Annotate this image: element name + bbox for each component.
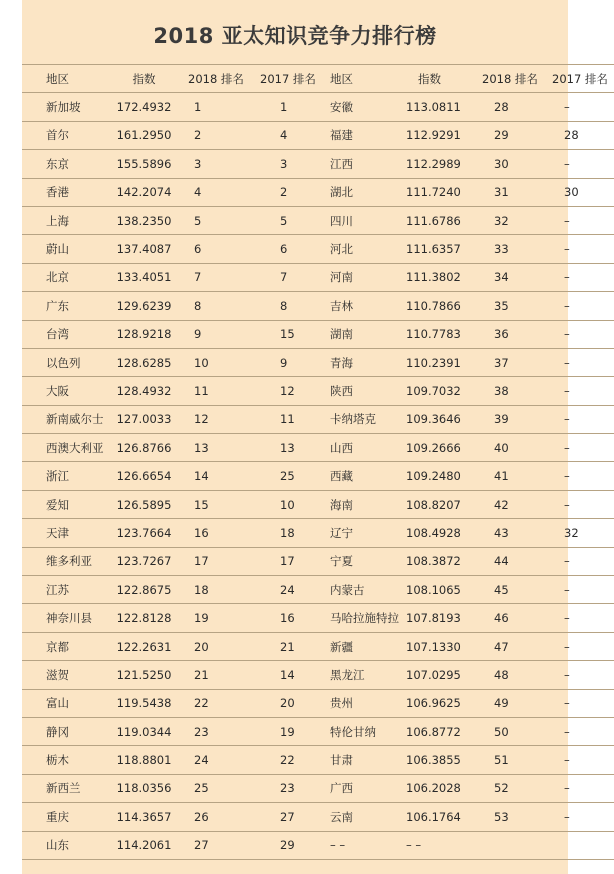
cell-region-right: 吉林 (324, 292, 406, 320)
cell-region-left: 爱知 (22, 490, 106, 518)
cell-rank-2018-right: 45 (472, 576, 546, 604)
cell-rank-2018-left: 26 (182, 803, 254, 831)
table-row (22, 717, 614, 745)
header-index-right: 指数 (406, 65, 472, 93)
cell-region-right: 陕西 (324, 377, 406, 405)
cell-rank-2018-left: 5 (182, 206, 254, 234)
cell-rank-2017-left: 3 (254, 150, 324, 178)
table-row (22, 547, 614, 575)
cell-region-left: 台湾 (22, 320, 106, 348)
cell-index-left: 133.4051 (106, 263, 182, 291)
table-row (22, 661, 614, 689)
cell-region-left: 静冈 (22, 717, 106, 745)
header-rank-2018-left: 2018 排名 (182, 65, 254, 93)
cell-region-right: 河南 (324, 263, 406, 291)
table-row (22, 178, 614, 206)
cell-rank-2017-right: – (546, 377, 614, 405)
cell-rank-2018-left: 17 (182, 547, 254, 575)
cell-rank-2017-right: – (546, 348, 614, 376)
cell-rank-2017-left: 2 (254, 178, 324, 206)
cell-rank-2018-right: 51 (472, 746, 546, 774)
cell-region-left: 维多利亚 (22, 547, 106, 575)
cell-region-right: 湖北 (324, 178, 406, 206)
cell-rank-2017-left: 20 (254, 689, 324, 717)
cell-region-left: 香港 (22, 178, 106, 206)
cell-index-left: 128.6285 (106, 348, 182, 376)
cell-region-right: 河北 (324, 235, 406, 263)
cell-index-left: 122.8675 (106, 576, 182, 604)
cell-rank-2018-left: 27 (182, 831, 254, 859)
cell-rank-2017-right: – (546, 235, 614, 263)
header-region-right: 地区 (324, 65, 406, 93)
cell-index-right: 109.2666 (406, 434, 472, 462)
table-row (22, 348, 614, 376)
cell-region-right: 内蒙古 (324, 576, 406, 604)
cell-index-left: 161.2950 (106, 121, 182, 149)
cell-rank-2018-right: 46 (472, 604, 546, 632)
cell-region-left: 栃木 (22, 746, 106, 774)
cell-index-right: 107.0295 (406, 661, 472, 689)
cell-region-right: 广西 (324, 774, 406, 802)
cell-index-right: 110.2391 (406, 348, 472, 376)
cell-rank-2017-left: 1 (254, 93, 324, 121)
cell-rank-2018-left: 20 (182, 632, 254, 660)
cell-rank-2018-left: 1 (182, 93, 254, 121)
cell-index-right: 109.7032 (406, 377, 472, 405)
cell-region-left: 新加坡 (22, 93, 106, 121)
cell-index-right: 111.3802 (406, 263, 472, 291)
cell-rank-2017-left: 5 (254, 206, 324, 234)
table-row (22, 206, 614, 234)
header-rank-2017-left: 2017 排名 (254, 65, 324, 93)
cell-index-right: 106.9625 (406, 689, 472, 717)
table-row (22, 235, 614, 263)
table-row (22, 377, 614, 405)
cell-index-right: 112.2989 (406, 150, 472, 178)
cell-index-right: 106.2028 (406, 774, 472, 802)
table-row (22, 689, 614, 717)
table-header-row (22, 65, 614, 93)
cell-rank-2017-left: 29 (254, 831, 324, 859)
cell-region-left: 蔚山 (22, 235, 106, 263)
cell-rank-2017-right: – (546, 405, 614, 433)
header-index-left: 指数 (106, 65, 182, 93)
cell-rank-2018-left: 25 (182, 774, 254, 802)
cell-rank-2018-right: 34 (472, 263, 546, 291)
cell-index-left: 129.6239 (106, 292, 182, 320)
cell-rank-2017-right: – (546, 803, 614, 831)
cell-index-left: 126.8766 (106, 434, 182, 462)
cell-region-left: 天津 (22, 519, 106, 547)
cell-index-right: 108.3872 (406, 547, 472, 575)
cell-index-right: 108.4928 (406, 519, 472, 547)
cell-rank-2018-left: 10 (182, 348, 254, 376)
cell-rank-2017-right: – (546, 263, 614, 291)
cell-rank-2018-left: 16 (182, 519, 254, 547)
cell-rank-2017-left: 6 (254, 235, 324, 263)
cell-region-left: 重庆 (22, 803, 106, 831)
cell-region-right: 云南 (324, 803, 406, 831)
cell-region-right: 宁夏 (324, 547, 406, 575)
cell-index-right: 111.6786 (406, 206, 472, 234)
cell-rank-2017-left: 12 (254, 377, 324, 405)
cell-rank-2017-left: 23 (254, 774, 324, 802)
cell-index-left: 122.2631 (106, 632, 182, 660)
table-row (22, 320, 614, 348)
cell-rank-2018-right: 47 (472, 632, 546, 660)
cell-region-right: 江西 (324, 150, 406, 178)
cell-rank-2017-right: 28 (546, 121, 614, 149)
cell-rank-2017-right: – (546, 93, 614, 121)
cell-region-right: 西藏 (324, 462, 406, 490)
table-row (22, 831, 614, 859)
cell-rank-2018-right: 35 (472, 292, 546, 320)
cell-rank-2017-left: 18 (254, 519, 324, 547)
cell-region-right: 新疆 (324, 632, 406, 660)
header-rank-2017-right: 2017 排名 (546, 65, 614, 93)
cell-rank-2017-right: 32 (546, 519, 614, 547)
cell-rank-2018-right: 49 (472, 689, 546, 717)
cell-rank-2017-right: – (546, 632, 614, 660)
cell-rank-2018-right: 30 (472, 150, 546, 178)
cell-rank-2018-left: 7 (182, 263, 254, 291)
cell-index-left: 119.0344 (106, 717, 182, 745)
cell-rank-2017-left: 4 (254, 121, 324, 149)
cell-rank-2018-right: 50 (472, 717, 546, 745)
cell-rank-2018-right: 53 (472, 803, 546, 831)
cell-rank-2017-left: 16 (254, 604, 324, 632)
cell-rank-2018-left: 12 (182, 405, 254, 433)
cell-index-right: 113.0811 (406, 93, 472, 121)
table-row (22, 434, 614, 462)
cell-rank-2018-right: 28 (472, 93, 546, 121)
cell-rank-2018-right: 38 (472, 377, 546, 405)
cell-rank-2017-left: 8 (254, 292, 324, 320)
cell-index-left: 128.4932 (106, 377, 182, 405)
cell-index-right: 108.8207 (406, 490, 472, 518)
page-title: 2018 亚太知识竞争力排行榜 (153, 24, 437, 48)
table-row (22, 121, 614, 149)
cell-rank-2018-left: 19 (182, 604, 254, 632)
cell-region-left: 北京 (22, 263, 106, 291)
table-row (22, 405, 614, 433)
cell-index-left: 142.2074 (106, 178, 182, 206)
cell-rank-2017-right: – (546, 661, 614, 689)
cell-index-left: 118.8801 (106, 746, 182, 774)
cell-rank-2017-left: 17 (254, 547, 324, 575)
cell-rank-2018-left: 6 (182, 235, 254, 263)
cell-region-right: 辽宁 (324, 519, 406, 547)
cell-index-right: 106.1764 (406, 803, 472, 831)
cell-rank-2018-right: 52 (472, 774, 546, 802)
cell-rank-2017-left: 9 (254, 348, 324, 376)
cell-index-right: 110.7866 (406, 292, 472, 320)
cell-rank-2018-left: 14 (182, 462, 254, 490)
cell-rank-2018-right: 29 (472, 121, 546, 149)
cell-rank-2017-right: – (546, 150, 614, 178)
cell-rank-2018-left: 11 (182, 377, 254, 405)
table-row (22, 519, 614, 547)
cell-region-right: 青海 (324, 348, 406, 376)
cell-index-left: 121.5250 (106, 661, 182, 689)
cell-index-left: 122.8128 (106, 604, 182, 632)
ranking-table (22, 64, 614, 860)
table-row (22, 263, 614, 291)
cell-index-right: – – (406, 831, 472, 859)
cell-index-right: 107.8193 (406, 604, 472, 632)
cell-region-right: 海南 (324, 490, 406, 518)
cell-rank-2018-right: 48 (472, 661, 546, 689)
cell-rank-2017-right: – (546, 604, 614, 632)
table-row (22, 746, 614, 774)
table-row (22, 632, 614, 660)
cell-rank-2018-left: 8 (182, 292, 254, 320)
cell-rank-2017-left: 14 (254, 661, 324, 689)
cell-rank-2017-right: – (546, 320, 614, 348)
cell-region-right: 马哈拉施特拉 (324, 604, 406, 632)
cell-region-left: 西澳大利亚 (22, 434, 106, 462)
cell-rank-2017-right: – (546, 689, 614, 717)
cell-rank-2017-left: 13 (254, 434, 324, 462)
cell-region-right: 山西 (324, 434, 406, 462)
header-rank-2018-right: 2018 排名 (472, 65, 546, 93)
cell-rank-2017-right: – (546, 774, 614, 802)
cell-index-left: 138.2350 (106, 206, 182, 234)
cell-rank-2017-right: – (546, 576, 614, 604)
cell-rank-2017-right (546, 831, 614, 859)
table-row (22, 292, 614, 320)
cell-rank-2017-right: – (546, 746, 614, 774)
table-row (22, 490, 614, 518)
cell-rank-2017-right: – (546, 547, 614, 575)
cell-index-left: 137.4087 (106, 235, 182, 263)
cell-rank-2018-left: 3 (182, 150, 254, 178)
cell-rank-2017-left: 22 (254, 746, 324, 774)
cell-rank-2017-right: – (546, 434, 614, 462)
header-region-left: 地区 (22, 65, 106, 93)
cell-index-right: 111.7240 (406, 178, 472, 206)
cell-rank-2018-right: 40 (472, 434, 546, 462)
table-row (22, 576, 614, 604)
cell-region-left: 京都 (22, 632, 106, 660)
cell-rank-2018-right: 36 (472, 320, 546, 348)
cell-rank-2018-left: 9 (182, 320, 254, 348)
table-row (22, 774, 614, 802)
cell-rank-2018-left: 2 (182, 121, 254, 149)
cell-rank-2017-right: – (546, 490, 614, 518)
table-row (22, 462, 614, 490)
cell-rank-2018-left: 18 (182, 576, 254, 604)
cell-region-right: 贵州 (324, 689, 406, 717)
cell-rank-2017-left: 21 (254, 632, 324, 660)
cell-index-left: 126.6654 (106, 462, 182, 490)
cell-region-right: 安徽 (324, 93, 406, 121)
cell-rank-2017-right: – (546, 462, 614, 490)
cell-rank-2017-right: – (546, 292, 614, 320)
cell-rank-2018-left: 13 (182, 434, 254, 462)
cell-index-left: 123.7267 (106, 547, 182, 575)
table-row (22, 150, 614, 178)
cell-rank-2017-left: 27 (254, 803, 324, 831)
cell-region-left: 滋贺 (22, 661, 106, 689)
cell-rank-2018-right: 32 (472, 206, 546, 234)
table-body (22, 93, 614, 860)
cell-region-left: 新南威尔士 (22, 405, 106, 433)
cell-index-right: 110.7783 (406, 320, 472, 348)
cell-rank-2017-left: 19 (254, 717, 324, 745)
cell-index-left: 127.0033 (106, 405, 182, 433)
cell-region-right: – – (324, 831, 406, 859)
cell-rank-2017-right: 30 (546, 178, 614, 206)
cell-index-right: 111.6357 (406, 235, 472, 263)
cell-region-left: 神奈川县 (22, 604, 106, 632)
cell-rank-2018-right: 43 (472, 519, 546, 547)
cell-region-left: 大阪 (22, 377, 106, 405)
cell-index-left: 114.2061 (106, 831, 182, 859)
table-row (22, 93, 614, 121)
cell-rank-2018-right: 37 (472, 348, 546, 376)
cell-region-left: 首尔 (22, 121, 106, 149)
cell-region-right: 黑龙江 (324, 661, 406, 689)
table-row (22, 604, 614, 632)
cell-index-left: 155.5896 (106, 150, 182, 178)
cell-index-right: 109.3646 (406, 405, 472, 433)
cell-index-right: 112.9291 (406, 121, 472, 149)
cell-index-right: 109.2480 (406, 462, 472, 490)
cell-rank-2018-right: 42 (472, 490, 546, 518)
cell-region-left: 以色列 (22, 348, 106, 376)
cell-index-right: 107.1330 (406, 632, 472, 660)
cell-index-left: 128.9218 (106, 320, 182, 348)
cell-region-right: 湖南 (324, 320, 406, 348)
cell-rank-2018-right: 39 (472, 405, 546, 433)
cell-rank-2017-left: 25 (254, 462, 324, 490)
cell-region-right: 甘肃 (324, 746, 406, 774)
cell-rank-2017-left: 11 (254, 405, 324, 433)
cell-rank-2018-left: 23 (182, 717, 254, 745)
cell-rank-2017-left: 24 (254, 576, 324, 604)
cell-region-right: 特伦甘纳 (324, 717, 406, 745)
cell-region-left: 富山 (22, 689, 106, 717)
cell-index-left: 119.5438 (106, 689, 182, 717)
cell-rank-2017-right: – (546, 717, 614, 745)
cell-index-left: 126.5895 (106, 490, 182, 518)
cell-rank-2018-right (472, 831, 546, 859)
ranking-panel (22, 0, 608, 874)
cell-index-left: 172.4932 (106, 93, 182, 121)
cell-rank-2018-right: 44 (472, 547, 546, 575)
cell-rank-2018-left: 15 (182, 490, 254, 518)
cell-region-left: 江苏 (22, 576, 106, 604)
cell-index-left: 118.0356 (106, 774, 182, 802)
cell-region-left: 上海 (22, 206, 106, 234)
cell-index-left: 123.7664 (106, 519, 182, 547)
cell-region-left: 浙江 (22, 462, 106, 490)
cell-rank-2018-right: 31 (472, 178, 546, 206)
cell-rank-2018-left: 24 (182, 746, 254, 774)
cell-rank-2018-left: 4 (182, 178, 254, 206)
cell-rank-2017-left: 15 (254, 320, 324, 348)
cell-region-left: 广东 (22, 292, 106, 320)
cell-rank-2018-left: 21 (182, 661, 254, 689)
table-row (22, 803, 614, 831)
cell-index-left: 114.3657 (106, 803, 182, 831)
cell-rank-2018-right: 41 (472, 462, 546, 490)
cell-rank-2018-left: 22 (182, 689, 254, 717)
cell-region-right: 福建 (324, 121, 406, 149)
cell-region-left: 山东 (22, 831, 106, 859)
cell-region-right: 四川 (324, 206, 406, 234)
cell-index-right: 108.1065 (406, 576, 472, 604)
cell-region-left: 新西兰 (22, 774, 106, 802)
cell-rank-2018-right: 33 (472, 235, 546, 263)
cell-index-right: 106.3855 (406, 746, 472, 774)
cell-index-right: 106.8772 (406, 717, 472, 745)
cell-rank-2017-left: 10 (254, 490, 324, 518)
cell-rank-2017-right: – (546, 206, 614, 234)
cell-rank-2017-left: 7 (254, 263, 324, 291)
cell-region-right: 卡纳塔克 (324, 405, 406, 433)
cell-region-left: 东京 (22, 150, 106, 178)
